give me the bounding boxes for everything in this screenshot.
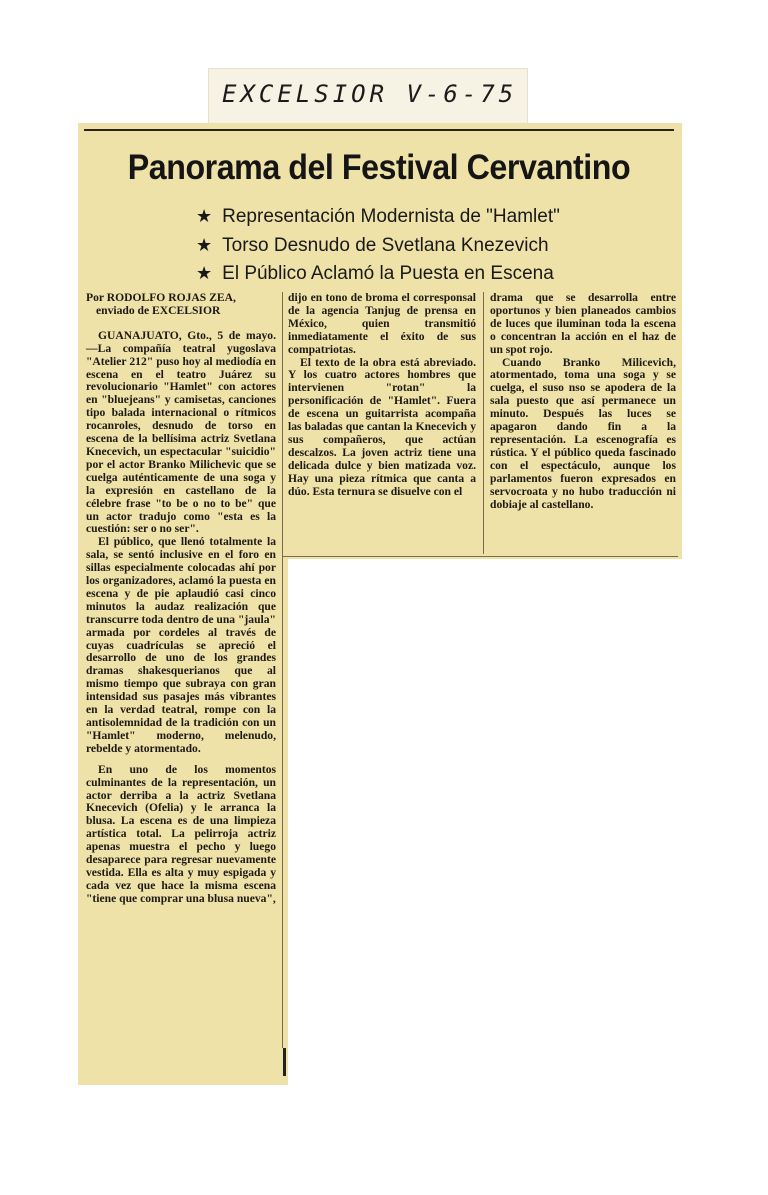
article-column-2 — [288, 292, 476, 499]
top-rule — [84, 129, 674, 131]
paragraph: Cuando Branko Milicevich, atormentado, toma una soga y se cuelga, el suso nso se apodera de la sala puesto que así permanece un minuto. Después las luces se apagaron dando fin a la representación. La escenografía es rústica. Y el público queda fascinado con el espectáculo, aunque los parlamentos fueron expresados en servocroata y no hubo traducción ni dobiaje al castellano. — [490, 355, 676, 511]
paragraph: En uno de los momentos culminantes de la representación, un actor derriba a la actriz Svetlana Knecevich (Ofelia) y le arranca la blusa. La escena es de una limpieza artística total. La pelirroja actriz apenas muestra el pecho y luego desaparece para regresar nuevamente vestida. Ella es alta y muy espigada y cada vez que hace la misma escena "tiene que comprar una blusa nueva", — [86, 762, 276, 905]
column-divider — [282, 292, 283, 1048]
handwritten-source-date: EXCELSIOR V-6-75 — [222, 80, 518, 108]
column-bottom-rule — [283, 556, 678, 557]
subhead-3: ★ El Público Aclamó la Puesta en Escena — [196, 263, 554, 284]
subhead-2: ★ Torso Desnudo de Svetlana Knezevich — [196, 235, 549, 256]
column-divider — [483, 292, 484, 554]
paragraph: dijo en tono de broma el corresponsal de la agencia Tanjug de prensa en México, quien transmitió inmediatamente el éxito de sus compatriotas. — [288, 291, 476, 356]
headline: Panorama del Festival Cervantino — [127, 148, 631, 187]
paragraph: El público, que llenó totalmente la sala, se sentó inclusive en el foro en sillas especialmente colocadas ahí por los organizadores, aclamó la puesta en escena y de pie aplaudió casi cinco minutos la audaz realización que transcurre toda dentro de una "jaula" armada por cordeles al través de cuyas cuadrículas se apreció el desarrollo de uno de los grandes dramas shakesquerianos que al mismo tiempo que subraya con gran intensidad sus pasajes más vibrantes en la verdad teatral, rompe con la antisolemnidad de la tradición con un "Hamlet" moderno, melenudo, rebelde y atormentado. — [86, 535, 276, 755]
article-column-1 — [86, 292, 276, 906]
byline-author: Por RODOLFO ROJAS ZEA, — [86, 291, 236, 304]
byline-affiliation: enviado de EXCELSIOR — [96, 303, 221, 317]
paragraph: drama que se desarrolla entre oportunos y bien planeados cambios de luces que iluminan toda la escena o concentran la acción en el haz de un spot rojo. — [490, 291, 676, 356]
star-icon: ★ — [196, 206, 213, 226]
paragraph: GUANAJUATO, Gto., 5 de mayo.—La compañía teatral yugoslava "Atelier 212" puso hoy al mediodía en escena en el teatro Juárez su revolucionario "Hamlet" con actores en "bluejeans" y camisetas, canciones tipo balada internacional o rítmicos rocanroles, desnudo de torso en escena de la bellísima actriz Svetlana Knecevich, un espectacular "suicidio" por el actor Branko Milichevic que se cuelga auténticamente de una soga y la expresión en castellano de la célebre frase "to be o no to be" que un actor tradujo como "esta es la cuestión: ser o no ser". — [86, 328, 276, 536]
article-column-3 — [490, 292, 676, 511]
continuation-bracket — [283, 1048, 292, 1076]
subhead-1: ★ Representación Modernista de "Hamlet" — [196, 206, 560, 227]
star-icon: ★ — [196, 235, 213, 255]
star-icon: ★ — [196, 263, 213, 283]
paragraph: El texto de la obra está abreviado. Y los cuatro actores hombres que intervienen "rotan" la personificación de "Hamlet". Fuera de escena un guitarrista acompaña las baladas que cantan la Knecevich y sus compañeros, que actúan descalzos. La joven actriz tiene una delicada dulce y bien matizada voz. Hay una pieza rítmica que canta a dúo. Esta ternura se disuelve con el — [288, 355, 476, 498]
